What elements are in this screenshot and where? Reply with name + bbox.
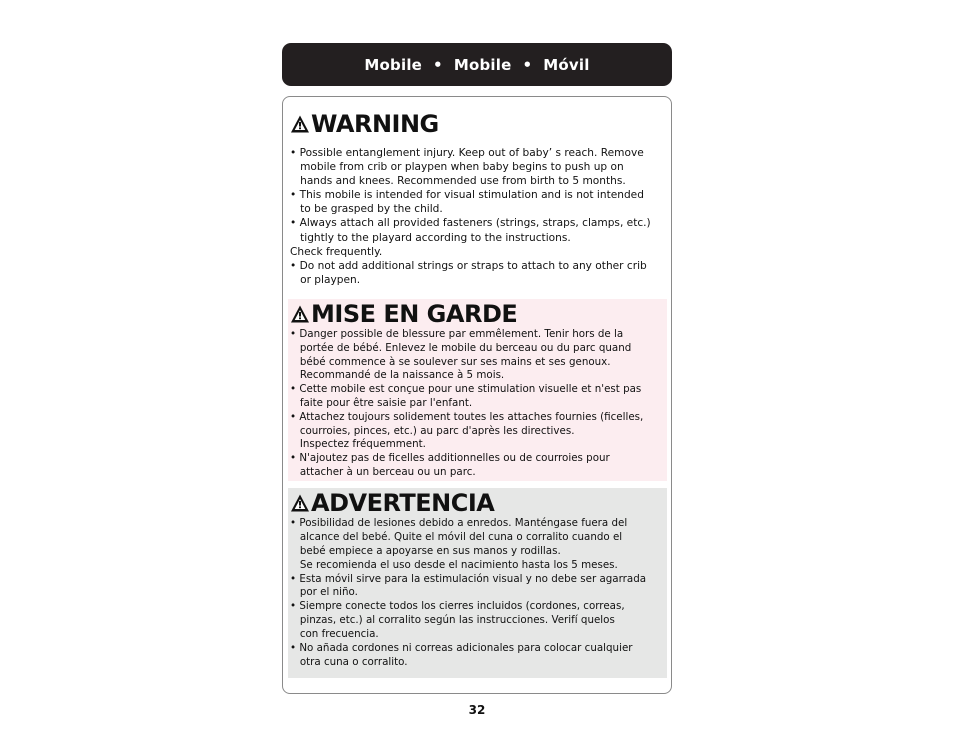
warning-triangle-icon [290,304,310,324]
advertencia-heading [290,488,667,518]
warning-panel [282,96,672,694]
advertencia-line: por el niño. [290,586,358,599]
mise-en-garde-line: • Attachez toujours solidement toutes les attaches fournies (ficelles, [290,410,644,423]
header-item-en: Mobile [364,55,423,74]
warning-section-english [288,105,667,295]
warning-line: • This mobile is intended for visual stimulation and is not intended [290,189,644,202]
header-bar [282,43,672,86]
header-item-fr: Mobile [453,55,512,74]
warning-line: • Do not add additional strings or straps to attach to any other crib [290,259,647,272]
warning-line: • Possible entanglement injury. Keep out of baby’ s reach. Remove [290,147,644,159]
mise-en-garde-line: • N'ajoutez pas de ficelles additionnelles ou de courroies pour [290,452,610,465]
mise-en-garde-line: Inspectez fréquemment. [290,438,426,451]
mise-en-garde-line: Recommandé de la naissance à 5 mois. [290,369,505,382]
warning-body [290,146,667,287]
advertencia-line: • Posibilidad de lesiones debido a enredos. Manténgase fuera del [290,517,628,529]
warning-line: • Always attach all provided fasteners (strings, straps, clamps, etc.) [290,217,651,230]
advertencia-line: • Siempre conecte todos los cierres incluidos (cordones, correas, [290,600,625,613]
mise-en-garde-line: faite pour être saisie par l'enfant. [290,396,473,409]
mise-en-garde-line: • Danger possible de blessure par emmêlement. Tenir hors de la [290,328,624,340]
warning-section-french [288,299,667,481]
warning-line: mobile from crib or playpen when baby begins to push up on [290,161,624,174]
header-item-es: Móvil [543,55,590,74]
advertencia-line: otra cuna o corralito. [290,655,408,668]
advertencia-line: • Esta móvil sirve para la estimulación visual y no debe ser agarrada [290,572,647,585]
warning-triangle-icon [290,493,310,513]
warning-line: Check frequently. [290,245,383,258]
advertencia-line: alcance del bebé. Quite el móvil del cuna o corralito cuando el [290,530,623,543]
page-number: 32 [468,703,486,717]
warning-line: or playpen. [290,273,361,286]
mise-en-garde-line: courroies, pinces, etc.) au parc d'après les directives. [290,424,575,437]
warning-triangle-icon [290,114,310,134]
warning-line: tightly to the playard according to the instructions. [290,231,571,244]
mise-en-garde-line: bébé commence à se soulever sur ses mains et ses genoux. [290,355,611,368]
mise-en-garde-line: portée de bébé. Enlevez le mobile du berceau ou du parc quand [290,341,632,354]
advertencia-heading-text: ADVERTENCIA [311,489,495,517]
mise-en-garde-line: • Cette mobile est conçue pour une stimulation visuelle et n'est pas [290,383,642,396]
warning-heading [290,109,667,139]
warning-line: to be grasped by the child. [290,203,443,216]
advertencia-line: • No añada cordones ni correas adicionales para colocar cualquier [290,642,633,655]
mise-en-garde-heading-text: MISE EN GARDE [311,300,518,328]
advertencia-line: pinzas, etc.) al corralito según las instrucciones. Verifí quelos [290,614,615,627]
header-separator: • [433,55,443,74]
header-separator: • [522,55,533,74]
warning-line: hands and knees. Recommended use from birth to 5 months. [290,175,626,188]
advertencia-line: bebé empiece a apoyarse en sus manos y rodillas. [290,544,561,557]
advertencia-line: con frecuencia. [290,628,379,641]
mise-en-garde-heading [290,299,667,329]
advertencia-body [290,517,667,670]
warning-section-spanish [288,488,667,678]
mise-en-garde-line: attacher à un berceau ou un parc. [290,465,476,478]
warning-heading-text: WARNING [311,110,439,138]
advertencia-line: Se recomienda el uso desde el nacimiento hasta los 5 meses. [290,558,618,571]
mise-en-garde-body [290,328,667,480]
